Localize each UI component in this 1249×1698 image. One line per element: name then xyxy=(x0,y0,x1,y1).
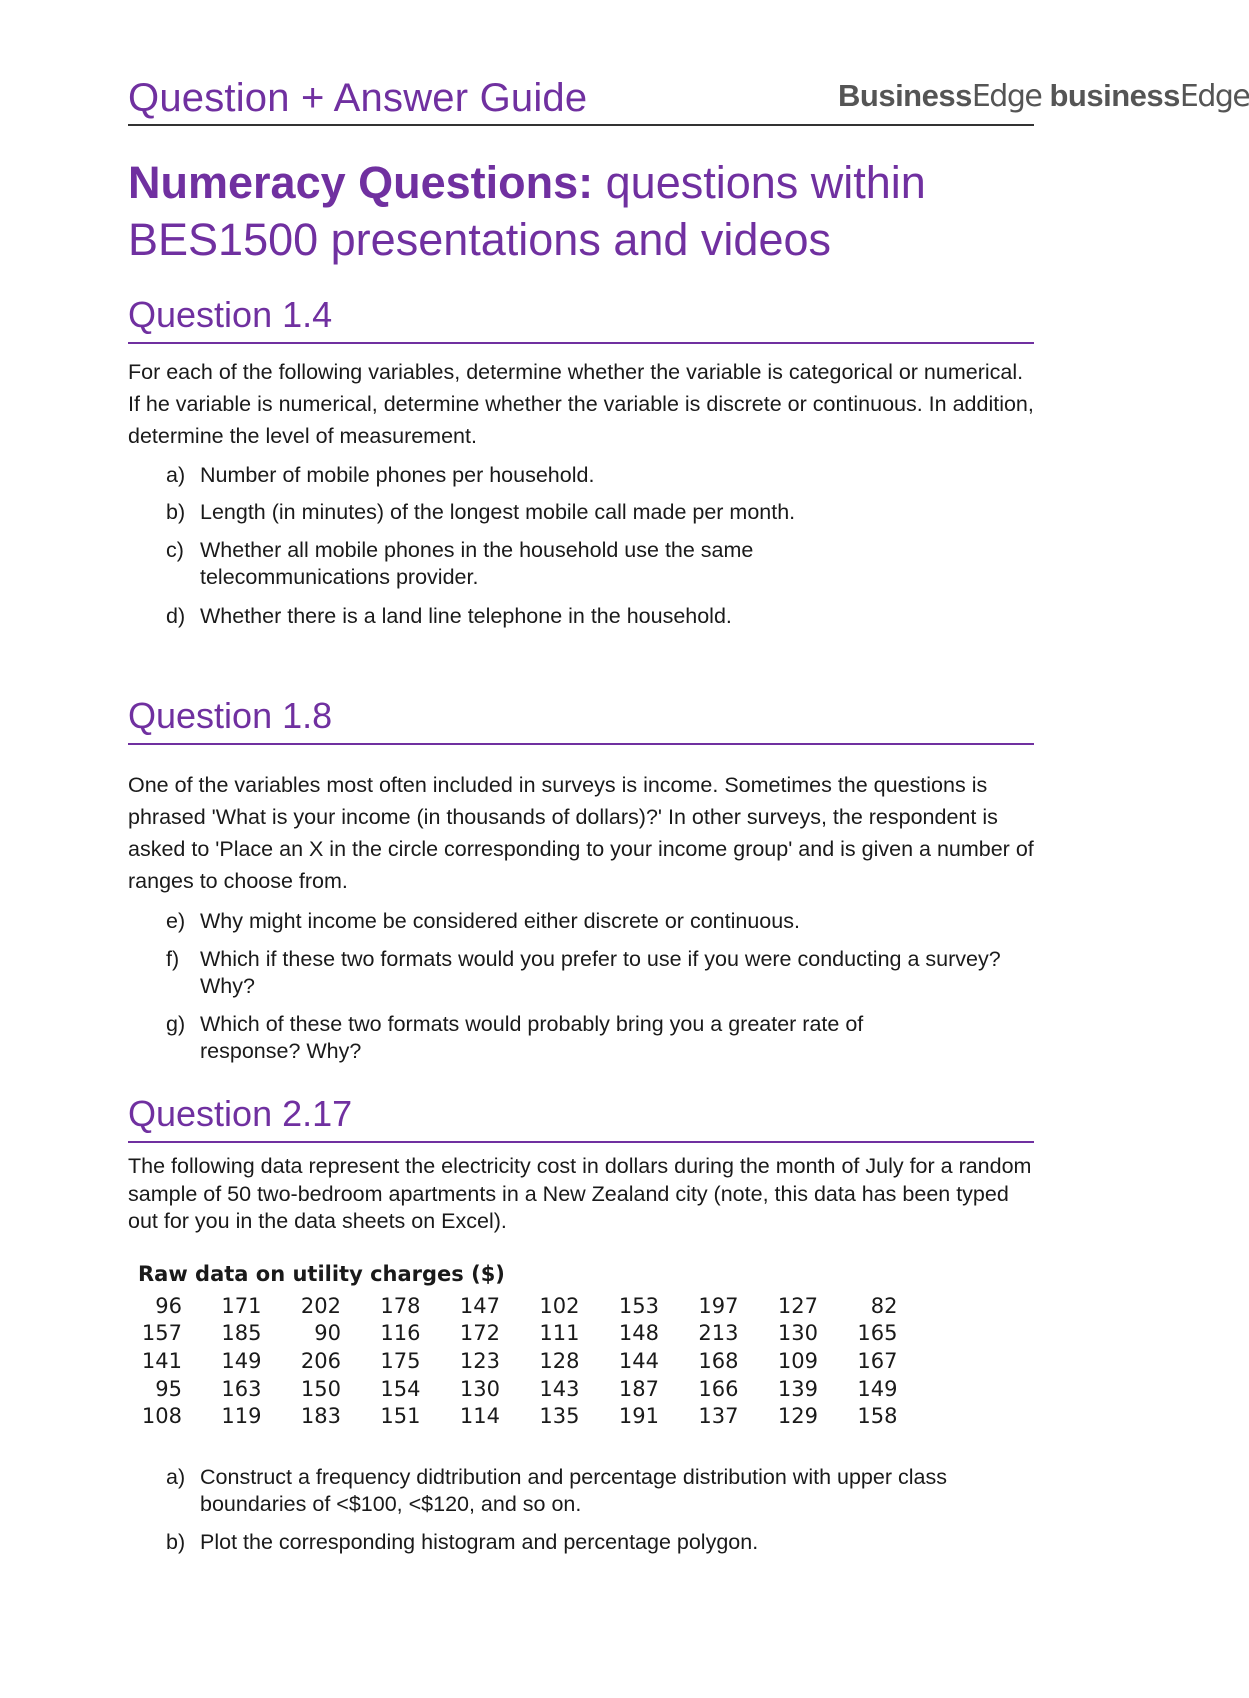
table-cell: 175 xyxy=(380,1348,421,1373)
table-cell: 130 xyxy=(777,1321,818,1346)
table-row xyxy=(132,1292,898,1320)
table-cell: 178 xyxy=(380,1293,421,1318)
table-cell: 158 xyxy=(857,1404,898,1429)
table-cell: 150 xyxy=(300,1376,341,1401)
question-1-8-intro: One of the variables most often included in surveys is income. Sometimes the questions is phrased 'What is your income (in thousands of dollars)?' In other surveys, the respondent is asked to 'Place an X in the circle corresponding to your income group' and is given a number of ranges to choose from. xyxy=(128,773,1034,893)
question-1-4-heading: Question 1.4 xyxy=(128,294,1034,344)
table-row xyxy=(132,1320,898,1348)
question-1-4-intro: For each of the following variables, determine whether the variable is categorical or numerical. If he variable is numerical, determine whether the variable is discrete or continuous. In addition, determine the level of measurement. xyxy=(128,360,1034,448)
table-cell: 187 xyxy=(618,1376,659,1401)
table-cell: 149 xyxy=(857,1376,898,1401)
table-cell: 116 xyxy=(380,1321,421,1346)
title-bold: Numeracy Questions: xyxy=(128,157,594,208)
raw-data-table-caption: Raw data on utility charges ($) xyxy=(138,1262,505,1286)
question-2-17-item-b: b) Plot the corresponding histogram and percentage polygon. xyxy=(166,1530,759,1554)
table-cell: 149 xyxy=(221,1348,262,1373)
table-cell: 129 xyxy=(777,1404,818,1429)
question-1-8-item-e: e) Why might income be considered either discrete or continuous. xyxy=(166,909,800,933)
table-cell: 128 xyxy=(539,1348,580,1373)
table-cell: 183 xyxy=(300,1404,341,1429)
question-1-4-item-a: a) Number of mobile phones per household. xyxy=(166,463,595,487)
table-cell: 166 xyxy=(698,1376,739,1401)
table-cell: 206 xyxy=(300,1348,341,1373)
table-cell: 165 xyxy=(857,1321,898,1346)
table-cell: 147 xyxy=(459,1293,500,1318)
table-cell: 191 xyxy=(618,1404,659,1429)
table-cell: 213 xyxy=(698,1321,739,1346)
document-title xyxy=(128,154,1034,268)
table-cell: 90 xyxy=(314,1321,341,1346)
question-1-8-heading: Question 1.8 xyxy=(128,695,1034,745)
question-1-4-item-c: c) Whether all mobile phones in the household use the same telecommunications provider. xyxy=(166,538,754,589)
table-cell: 102 xyxy=(539,1293,580,1318)
table-cell: 171 xyxy=(221,1293,262,1318)
table-cell: 96 xyxy=(155,1293,182,1318)
question-1-4-item-d: d) Whether there is a land line telephone in the household. xyxy=(166,604,732,628)
table-cell: 114 xyxy=(459,1404,500,1429)
question-2-17-heading: Question 2.17 xyxy=(128,1093,1034,1143)
table-cell: 109 xyxy=(777,1348,818,1373)
header-title: Question + Answer Guide xyxy=(128,76,588,120)
table-cell: 168 xyxy=(698,1348,739,1373)
table-cell: 130 xyxy=(459,1376,500,1401)
table-cell: 153 xyxy=(618,1293,659,1318)
page-header xyxy=(128,72,1249,126)
table-row xyxy=(132,1402,898,1430)
table-cell: 139 xyxy=(777,1376,818,1401)
table-cell: 135 xyxy=(539,1404,580,1429)
table-row xyxy=(132,1375,898,1403)
table-cell: 185 xyxy=(221,1321,262,1346)
table-cell: 82 xyxy=(870,1293,898,1318)
table-cell: 119 xyxy=(221,1404,262,1429)
table-cell: 157 xyxy=(141,1321,182,1346)
table-cell: 141 xyxy=(141,1348,182,1373)
table-cell: 151 xyxy=(380,1404,421,1429)
table-cell: 167 xyxy=(857,1348,898,1373)
table-cell: 143 xyxy=(539,1376,580,1401)
table-cell: 111 xyxy=(539,1321,580,1346)
table-cell: 202 xyxy=(300,1293,341,1318)
table-cell: 154 xyxy=(380,1376,421,1401)
raw-data-table xyxy=(132,1292,898,1430)
table-cell: 127 xyxy=(777,1293,818,1318)
table-cell: 95 xyxy=(155,1376,182,1401)
table-cell: 197 xyxy=(698,1293,739,1318)
question-1-8-item-g: g) Which of these two formats would probably bring you a greater rate of response? Why? xyxy=(166,1012,864,1063)
table-cell: 163 xyxy=(221,1376,262,1401)
question-1-4-item-b: b) Length (in minutes) of the longest mobile call made per month. xyxy=(166,500,796,524)
question-2-17-intro: The following data represent the electricity cost in dollars during the month of July for a random sample of 50 two-bedroom apartments in a New Zealand city (note, this data has been typed out for you in the data sheets on Excel). xyxy=(128,1154,1032,1233)
table-cell: 172 xyxy=(459,1321,500,1346)
table-row xyxy=(132,1347,898,1375)
table-cell: 137 xyxy=(698,1404,739,1429)
question-2-17-item-a: a) Construct a frequency didtribution and percentage distribution with upper class boundaries of <$100, <$120, and so on. xyxy=(166,1465,947,1516)
table-cell: 148 xyxy=(618,1321,659,1346)
table-cell: 108 xyxy=(141,1404,182,1429)
table-cell: 144 xyxy=(618,1348,659,1373)
business-edge-logo: BusinessEdge businessEdge xyxy=(838,78,1249,114)
title-rest: questions within BES1500 presentations and videos xyxy=(128,157,926,265)
question-1-8-item-f: f) Which if these two formats would you prefer to use if you were conducting a survey? Why? xyxy=(166,947,1001,998)
table-cell: 123 xyxy=(459,1348,500,1373)
